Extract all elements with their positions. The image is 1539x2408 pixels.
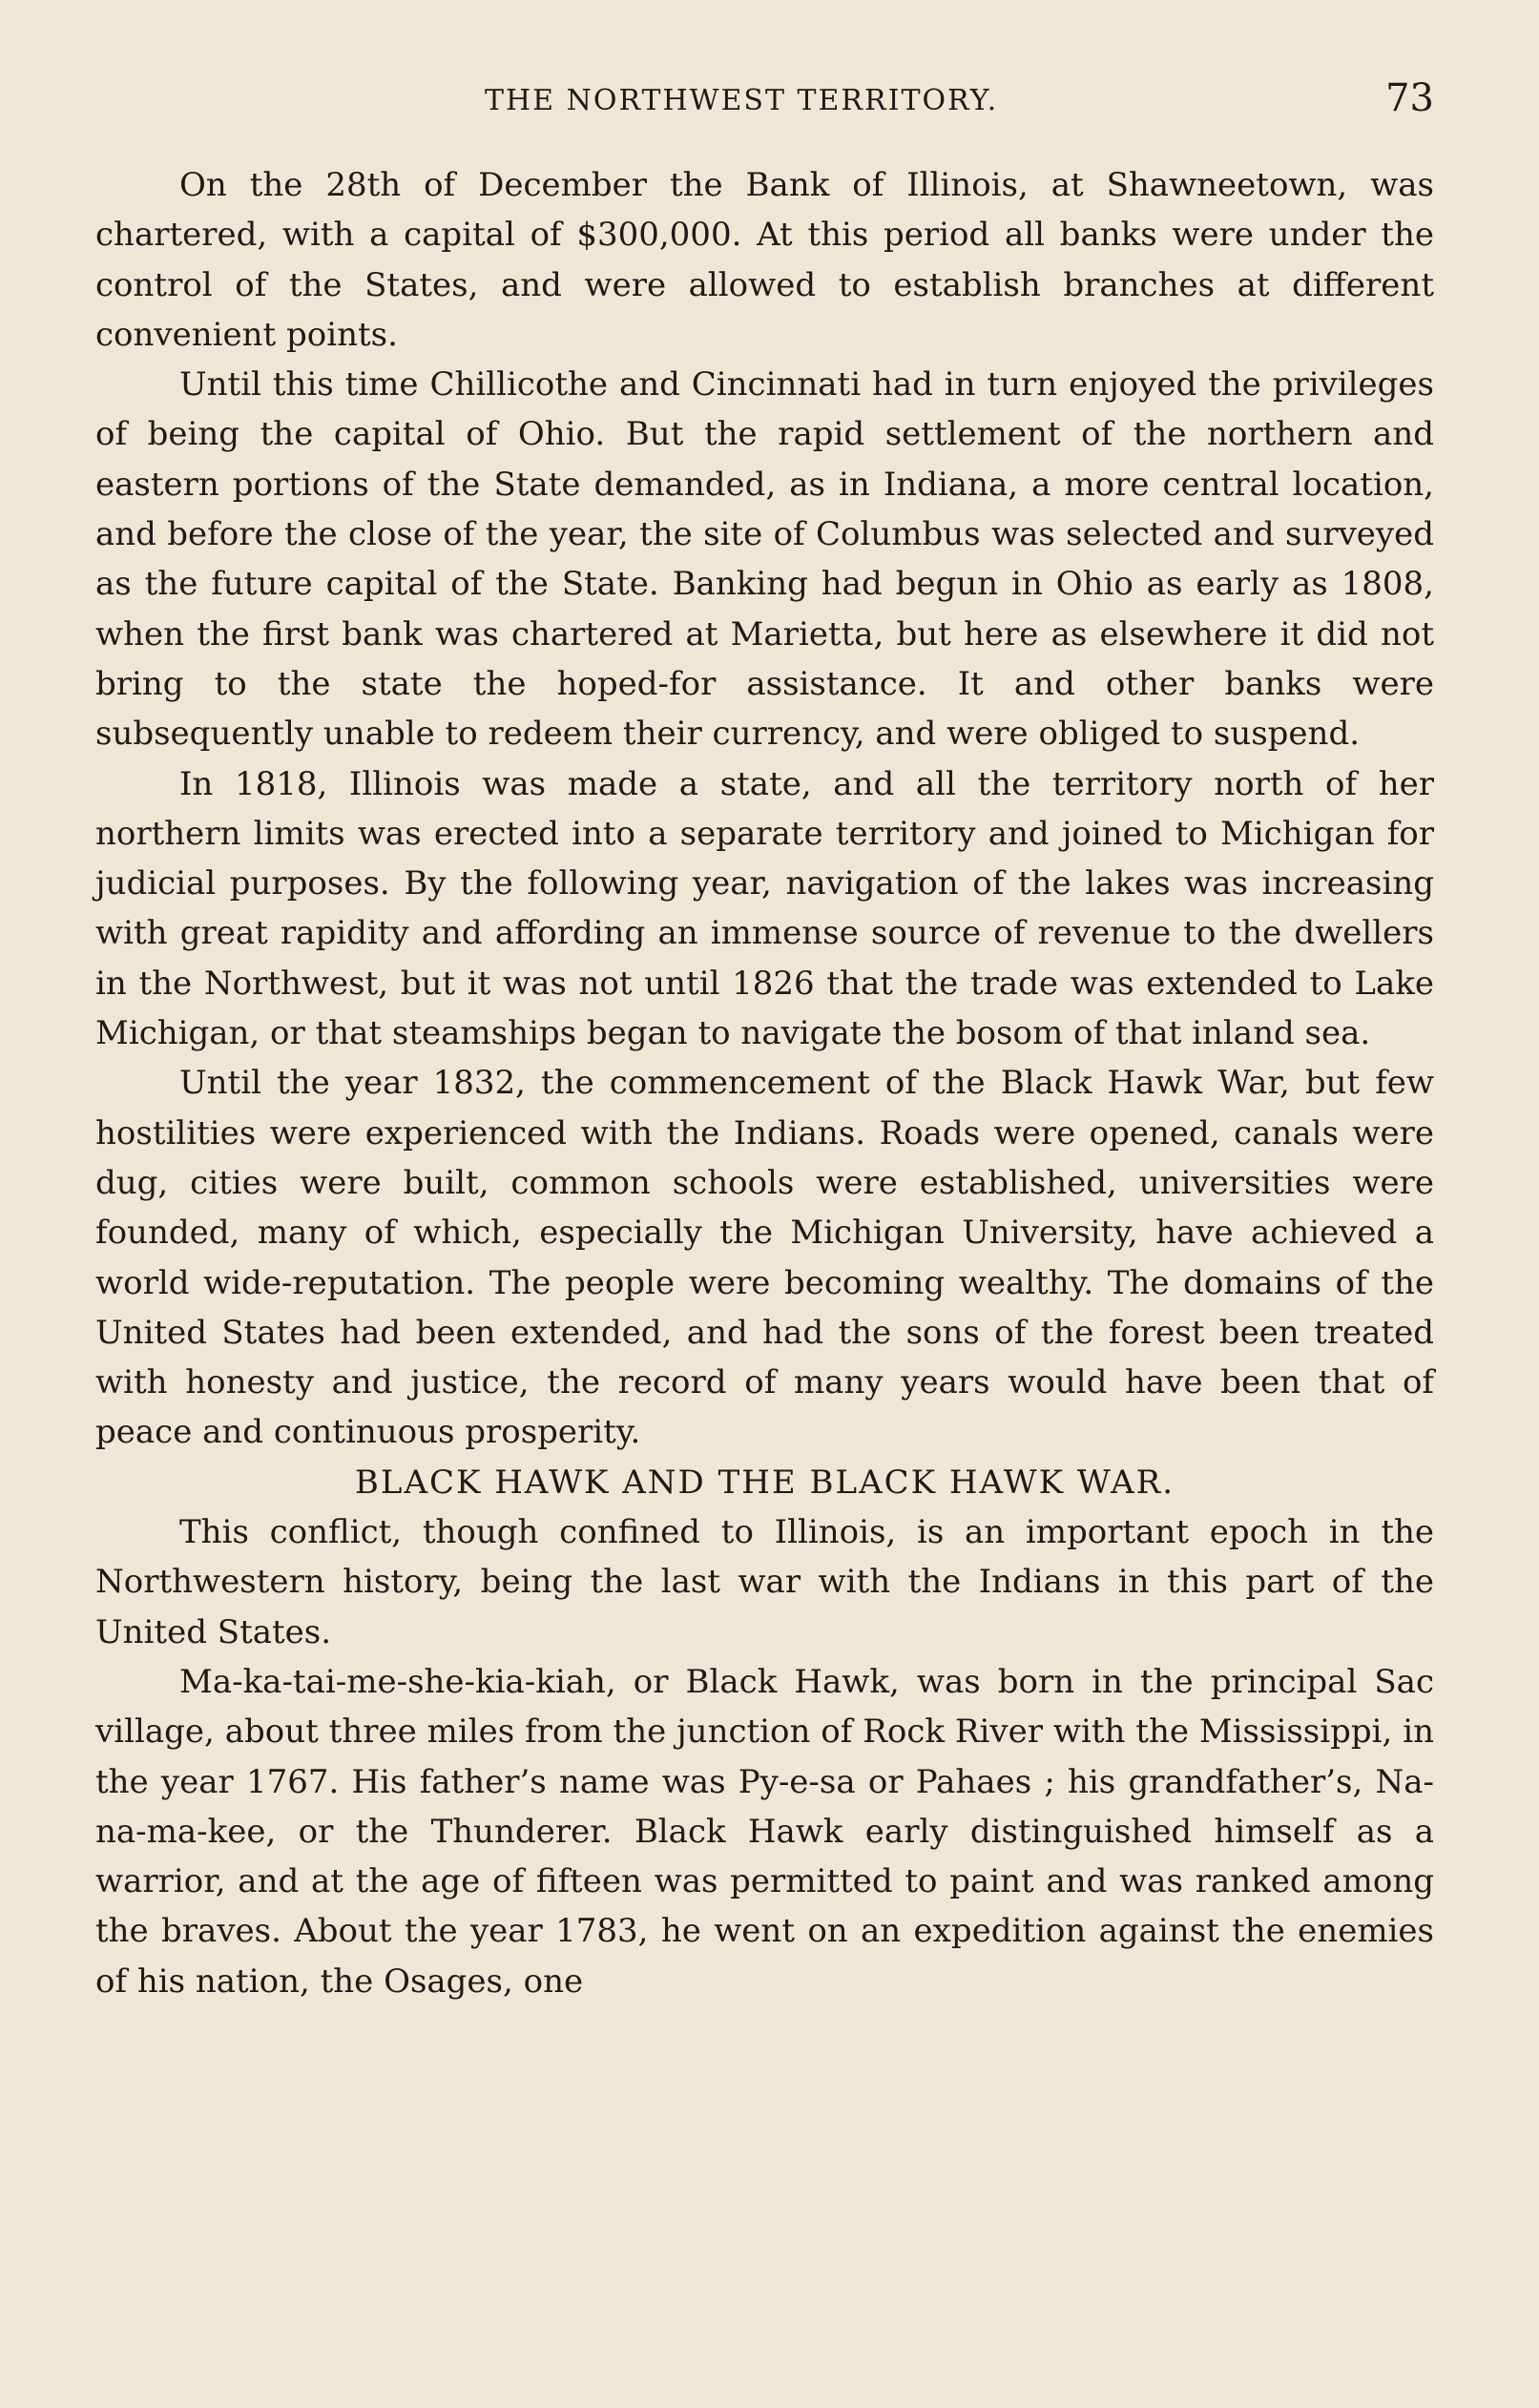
paragraph: On the 28th of December the Bank of Illinois, at Shawneetown, was chartered, with a capital of $300,000. At this period all banks were under the control of the States, and were allowed to establish branches at different convenient points. <box>95 166 1434 354</box>
paragraph: This conflict, though confined to Illinois, is an important epoch in the Northwestern history, being the last war with the Indians in this part of the United States. <box>95 1513 1434 1651</box>
paragraph: Until this time Chillicothe and Cincinnati had in turn enjoyed the privileges of being the capital of Ohio. But the rapid settlement of the northern and eastern portions of the State demanded, as in Indiana, a more central location, and before the close of the year, the site of Columbus was selected and surveyed as the future capital of the State. Banking had begun in Ohio as early as 1808, when the first bank was chartered at Marietta, but here as elsewhere it did not bring to the state the hoped-for assistance. It and other banks were subsequently unable to redeem their currency, and were obliged to suspend. <box>95 365 1434 754</box>
running-title: THE NORTHWEST TERRITORY. <box>485 84 999 117</box>
running-head <box>0 74 1539 122</box>
section-heading: BLACK HAWK AND THE BLACK HAWK WAR. <box>354 1463 1175 1502</box>
paragraph: In 1818, Illinois was made a state, and all the territory north of her northern limits was erected into a separate territory and joined to Michigan for judicial purposes. By the following year, navigation of the lakes was increasing with great rapidity and affording an immense source of revenue to the dwellers in the Northwest, but it was not until 1826 that the trade was extended to Lake Michigan, or that steamships began to navigate the bosom of that inland sea. <box>95 764 1434 1053</box>
body-text <box>95 160 1434 2006</box>
paragraph: Ma-ka-tai-me-she-kia-kiah, or Black Hawk, was born in the principal Sac village, about three miles from the junction of Rock River with the Mississippi, in the year 1767. His father’s name was Py-e-sa or Pahaes ; his grandfather’s, Na-na-ma-kee, or the Thunderer. Black Hawk early distinguished himself as a warrior, and at the age of fifteen was permitted to paint and was ranked among the braves. About the year 1783, he went on an expedition against the enemies of his nation, the Osages, one <box>95 1662 1434 2001</box>
page-number: 73 <box>1385 76 1434 120</box>
paragraph: Until the year 1832, the commencement of the Black Hawk War, but few hostilities were experienced with the Indians. Roads were opened, canals were dug, cities were built, common schools were established, universities were founded, many of which, especially the Michigan University, have achieved a world wide-reputation. The people were becoming wealthy. The domains of the United States had been extended, and had the sons of the forest been treated with honesty and justice, the record of many years would have been that of peace and continuous prosperity. <box>95 1064 1434 1452</box>
